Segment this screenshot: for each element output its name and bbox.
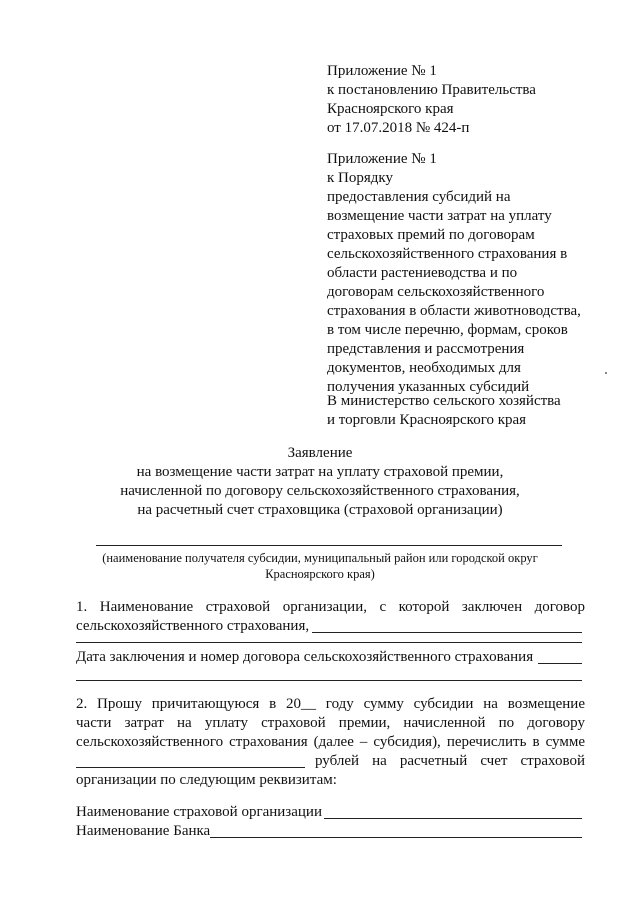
annex-line: Приложение № 1 (327, 151, 437, 167)
annex-line: возмещение части затрат на уплату (327, 208, 552, 224)
insurer-name-label: Наименование страховой организации (76, 804, 322, 820)
annex-line: страховых премий по договорам (327, 227, 535, 243)
paragraph-line: сельскохозяйственного страхования, (76, 618, 310, 634)
paragraph-line: сельскохозяйственного страхования (далее – субсидия), перечислить в сумме (76, 734, 585, 750)
annex-line: сельскохозяйственного страхования в (327, 246, 568, 262)
annex-line: к постановлению Правительства (327, 82, 536, 98)
paragraph-line: рублей на расчетный счет страховой (315, 753, 585, 769)
recipient-line: и торговли Красноярского края (327, 412, 527, 428)
contract-date-number-field-continued[interactable] (76, 680, 582, 681)
bank-name-label: Наименование Банка (76, 823, 211, 839)
scan-speck (605, 372, 607, 374)
paragraph-line: 1. Наименование страховой организации, с которой заключен договор (76, 599, 585, 615)
annex-line: документов, необходимых для (327, 360, 521, 376)
title-line: на возмещение части затрат на уплату страховой премии, (136, 464, 504, 480)
title-line: на расчетный счет страховщика (страховой организации) (137, 502, 503, 518)
paragraph-line: части затрат на уплату страховой премии, начисленной по договору (76, 715, 585, 731)
annex-line: Приложение № 1 (327, 63, 437, 79)
annex-line: представления и рассмотрения (327, 341, 525, 357)
insurer-name-field-continued[interactable] (76, 642, 582, 643)
annex-line: Красноярского края (327, 101, 454, 117)
subsidy-amount-field[interactable] (76, 767, 305, 768)
requisites-insurer-field[interactable] (324, 818, 582, 819)
annex-line: получения указанных субсидий (327, 379, 530, 395)
recipient-line: В министерство сельского хозяйства (327, 393, 561, 409)
annex-line: от 17.07.2018 № 424-п (327, 120, 470, 136)
contract-date-label: Дата заключения и номер договора сельскохозяйственного страхования (76, 649, 534, 665)
annex-line: договорам сельскохозяйственного (327, 284, 545, 300)
bank-name-field[interactable] (210, 837, 582, 838)
annex-line: в том числе перечню, формам, сроков (327, 322, 568, 338)
field-caption: Красноярского края) (265, 567, 375, 581)
contract-date-number-field[interactable] (538, 663, 582, 664)
annex-line: к Порядку (327, 170, 393, 186)
annex-line: предоставления субсидий на (327, 189, 511, 205)
title-line: начисленной по договору сельскохозяйственного страхования, (120, 483, 520, 499)
recipient-name-field[interactable] (96, 545, 562, 546)
insurer-name-field[interactable] (312, 632, 582, 633)
paragraph-line: организации по следующим реквизитам: (76, 772, 337, 788)
field-caption: (наименование получателя субсидии, муниципальный район или городской округ (102, 551, 538, 565)
title-heading: Заявление (287, 445, 353, 461)
annex-line: области растениеводства и по (327, 265, 518, 281)
annex-line: страхования в области животноводства, (327, 303, 581, 319)
paragraph-line: 2. Прошу причитающуюся в 20__ году сумму субсидии на возмещение (76, 696, 585, 712)
